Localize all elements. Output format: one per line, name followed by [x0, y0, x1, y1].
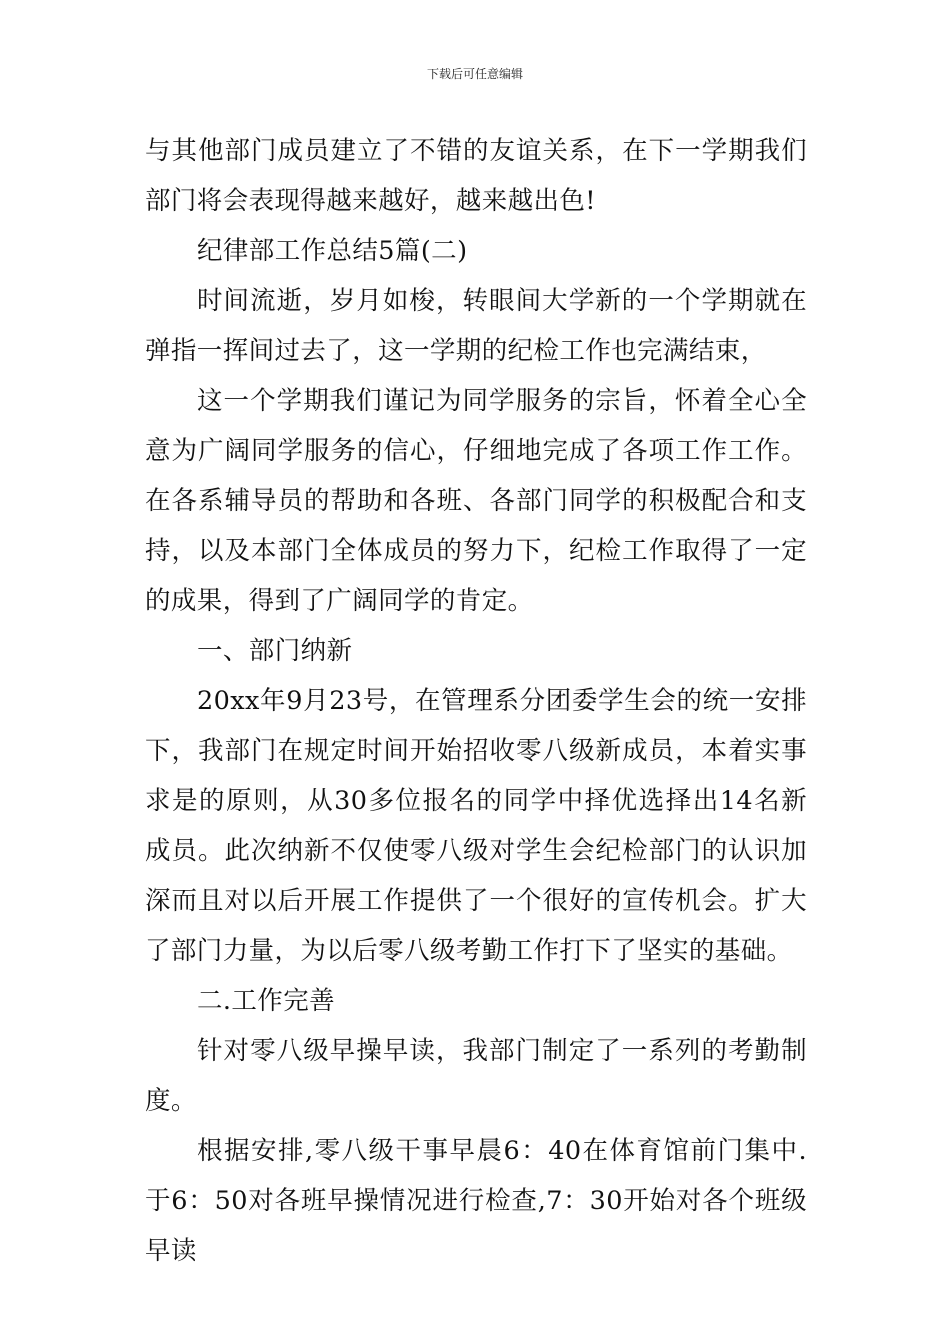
section-title: 纪律部工作总结5篇(二)	[197, 236, 468, 266]
paragraph-overview: 这一个学期我们谨记为同学服务的宗旨，怀着全心全意为广阔同学服务的信心，仔细地完成了各项工作工作。在各系辅导员的帮助和各班、各部门同学的积极配合和支持，以及本部门全体成员的努力下，纪检工作取得了一定的成果，得到了广阔同学的肯定。	[145, 386, 807, 616]
page-header: 下载后可任意编辑	[426, 67, 523, 81]
paragraph-attendance-system: 针对零八级早操早读，我部门制定了一系列的考勤制度。	[145, 1036, 807, 1116]
paragraph-closing-remarks: 与其他部门成员建立了不错的友谊关系，在下一学期我们部门将会表现得越来越好，越来越出色!	[145, 136, 807, 216]
heading-improvement: 二.工作完善	[197, 986, 336, 1016]
heading-recruitment: 一、部门纳新	[197, 636, 353, 666]
paragraph-recruitment: 20xx年9月23号，在管理系分团委学生会的统一安排下，我部门在规定时间开始招收零八级新成员，本着实事求是的原则，从30多位报名的同学中择优选择出14名新成员。此次纳新不仅使零八级对学生会纪检部门的认识加深而且对以后开展工作提供了一个很好的宣传机会。扩大了部门力量，为以后零八级考勤工作打下了坚实的基础。	[145, 686, 807, 966]
paragraph-schedule: 根据安排,零八级干事早晨6：40在体育馆前门集中.于6：50对各班早操情况进行检查,7：30开始对各个班级早读	[145, 1136, 807, 1266]
document-body	[145, 126, 807, 1276]
paragraph-intro: 时间流逝，岁月如梭，转眼间大学新的一个学期就在弹指一挥间过去了，这一学期的纪检工作也完满结束，	[145, 286, 807, 366]
